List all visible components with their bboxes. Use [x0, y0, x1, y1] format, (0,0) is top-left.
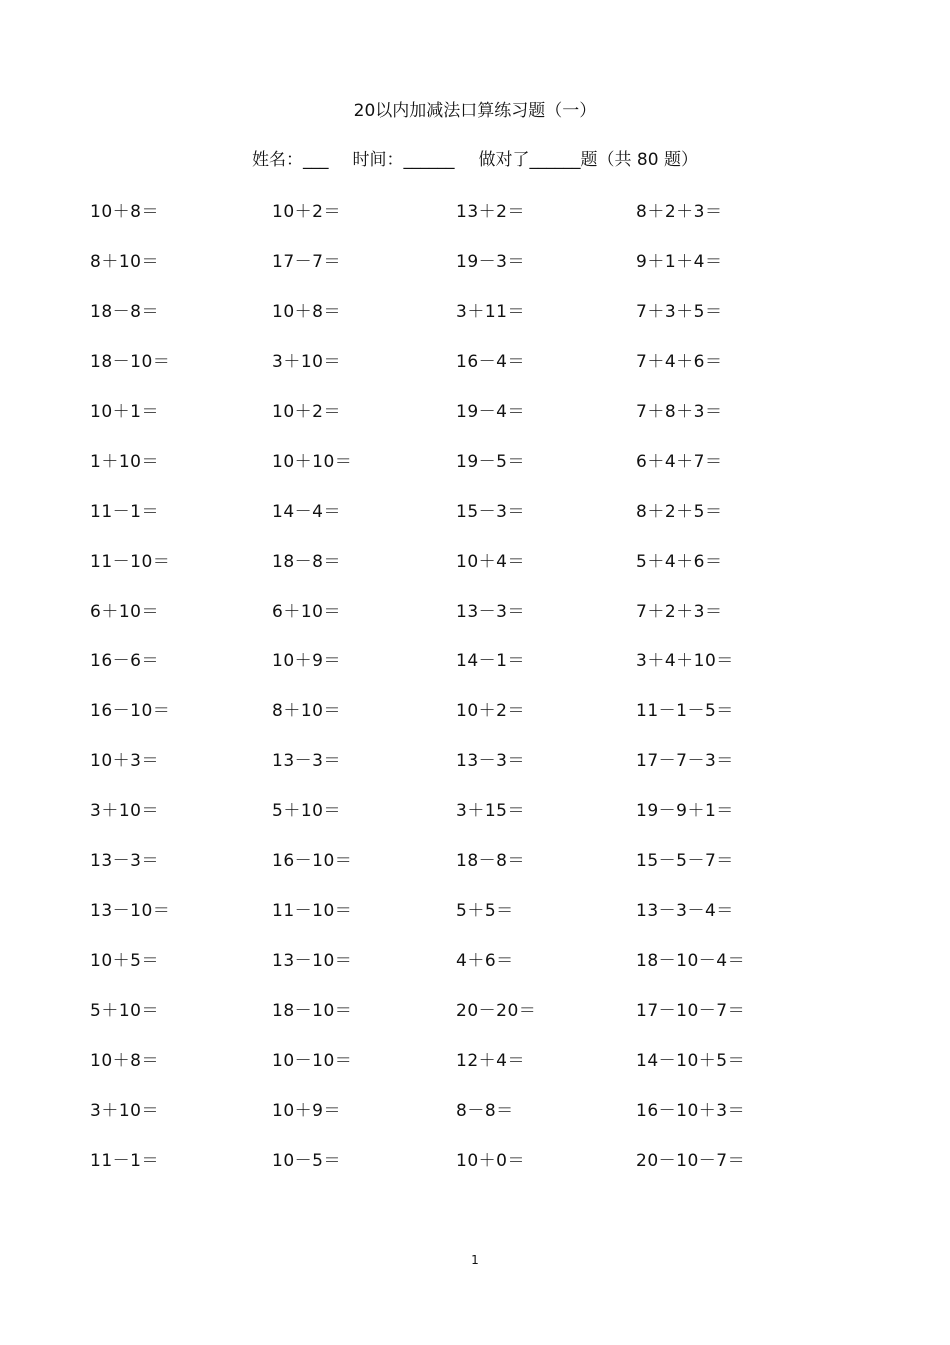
- arithmetic-problem: 10＋1＝: [90, 401, 159, 422]
- arithmetic-problem: 10＋2＝: [272, 401, 341, 422]
- arithmetic-problem: 3＋10＝: [90, 1100, 159, 1121]
- name-label: 姓名：: [252, 150, 304, 170]
- arithmetic-problem: 10＋8＝: [272, 301, 341, 322]
- arithmetic-problem: 10＋9＝: [272, 651, 341, 672]
- arithmetic-problem: 13－3＝: [456, 751, 525, 772]
- arithmetic-problem: 3＋11＝: [456, 301, 525, 322]
- arithmetic-problem: 10＋2＝: [272, 202, 341, 222]
- name-blank: ___: [303, 150, 329, 170]
- problem-row: [90, 849, 850, 899]
- arithmetic-problem: 5＋10＝: [272, 801, 341, 822]
- problem-row: [90, 749, 850, 799]
- arithmetic-problem: 10＋5＝: [90, 951, 159, 972]
- arithmetic-problem: 18－8＝: [456, 851, 525, 872]
- worksheet-title: 20以内加减法口算练习题（一）: [353, 101, 597, 121]
- arithmetic-problem: 13－3＝: [456, 601, 525, 622]
- arithmetic-problem: 1＋10＝: [90, 451, 159, 472]
- problem-row: [90, 699, 850, 749]
- correct-blank: ______: [529, 150, 581, 170]
- arithmetic-problem: 18－8＝: [272, 551, 341, 572]
- student-info-line: [0, 148, 950, 172]
- arithmetic-problem: 6＋10＝: [90, 601, 159, 622]
- arithmetic-problem: 11－1－5＝: [636, 701, 734, 722]
- arithmetic-problem: 10＋8＝: [90, 1050, 159, 1071]
- arithmetic-problem: 10＋9＝: [272, 1100, 341, 1121]
- arithmetic-problem: 8＋10＝: [90, 251, 159, 272]
- arithmetic-problem: 11－10＝: [272, 901, 353, 922]
- arithmetic-problem: 11－10＝: [90, 551, 171, 572]
- arithmetic-problem: 3＋10＝: [272, 351, 341, 372]
- problem-row: [90, 200, 850, 250]
- arithmetic-problem: 3＋10＝: [90, 801, 159, 822]
- arithmetic-problem: 8＋2＋3＝: [636, 202, 723, 222]
- arithmetic-problem: 7＋2＋3＝: [636, 601, 723, 622]
- arithmetic-problem: 17－7＝: [272, 251, 341, 272]
- arithmetic-problem: 3＋15＝: [456, 801, 525, 822]
- arithmetic-problem: 7＋4＋6＝: [636, 351, 723, 372]
- arithmetic-problem: 6＋10＝: [272, 601, 341, 622]
- arithmetic-problem: 16－10＝: [272, 851, 353, 872]
- problem-row: [90, 949, 850, 999]
- arithmetic-problem: 14－4＝: [272, 501, 341, 522]
- arithmetic-problem: 18－10－4＝: [636, 951, 746, 972]
- problem-row: [90, 300, 850, 350]
- total-count-text: 题（共 80 题）: [580, 150, 698, 170]
- arithmetic-problem: 17－7－3＝: [636, 751, 734, 772]
- arithmetic-problem: 16－10＝: [90, 701, 171, 722]
- arithmetic-problem: 19－5＝: [456, 451, 525, 472]
- arithmetic-problem: 13－3＝: [90, 851, 159, 872]
- arithmetic-problem: 10＋8＝: [90, 202, 159, 222]
- arithmetic-problem: 7＋3＋5＝: [636, 301, 723, 322]
- arithmetic-problem: 14－10＋5＝: [636, 1050, 746, 1071]
- arithmetic-problem: 10－10＝: [272, 1050, 353, 1071]
- arithmetic-problem: 9＋1＋4＝: [636, 251, 723, 272]
- arithmetic-problem: 4＋6＝: [456, 951, 514, 972]
- arithmetic-problem: 7＋8＋3＝: [636, 401, 723, 422]
- arithmetic-problem: 11－1＝: [90, 1150, 159, 1171]
- problem-row: [90, 400, 850, 450]
- arithmetic-problem: 8＋2＋5＝: [636, 501, 723, 522]
- problem-row: [90, 500, 850, 550]
- problem-row: [90, 1099, 850, 1149]
- arithmetic-problem: 14－1＝: [456, 651, 525, 672]
- arithmetic-problem: 6＋4＋7＝: [636, 451, 723, 472]
- problem-grid: [90, 200, 850, 1199]
- arithmetic-problem: 10＋4＝: [456, 551, 525, 572]
- problem-row: [90, 649, 850, 699]
- time-label: 时间：: [352, 150, 404, 170]
- problem-row: [90, 350, 850, 400]
- arithmetic-problem: 5＋5＝: [456, 901, 514, 922]
- problem-row: [90, 450, 850, 500]
- arithmetic-problem: 20－20＝: [456, 1001, 537, 1021]
- arithmetic-problem: 18－10＝: [272, 1001, 353, 1021]
- arithmetic-problem: 10＋3＝: [90, 751, 159, 772]
- arithmetic-problem: 13－3－4＝: [636, 901, 734, 922]
- arithmetic-problem: 10＋0＝: [456, 1150, 525, 1171]
- arithmetic-problem: 18－8＝: [90, 301, 159, 322]
- arithmetic-problem: 16－4＝: [456, 351, 525, 372]
- arithmetic-problem: 11－1＝: [90, 501, 159, 522]
- arithmetic-problem: 19－4＝: [456, 401, 525, 422]
- problem-row: [90, 600, 850, 650]
- arithmetic-problem: 15－5－7＝: [636, 851, 734, 872]
- arithmetic-problem: 10＋2＝: [456, 701, 525, 722]
- arithmetic-problem: 15－3＝: [456, 501, 525, 522]
- arithmetic-problem: 20－10－7＝: [636, 1150, 746, 1171]
- problem-row: [90, 899, 850, 949]
- page-number: 1: [471, 1253, 479, 1267]
- arithmetic-problem: 16－6＝: [90, 651, 159, 672]
- arithmetic-problem: 3＋4＋10＝: [636, 651, 734, 672]
- time-blank: ______: [403, 150, 455, 170]
- problem-row: [90, 250, 850, 300]
- arithmetic-problem: 13＋2＝: [456, 202, 525, 222]
- arithmetic-problem: 19－3＝: [456, 251, 525, 272]
- arithmetic-problem: 13－3＝: [272, 751, 341, 772]
- problem-row: [90, 1049, 850, 1099]
- arithmetic-problem: 13－10＝: [90, 901, 171, 922]
- arithmetic-problem: 10－5＝: [272, 1150, 341, 1171]
- problem-row: [90, 550, 850, 600]
- arithmetic-problem: 10＋10＝: [272, 451, 353, 472]
- arithmetic-problem: 17－10－7＝: [636, 1001, 746, 1021]
- arithmetic-problem: 8＋10＝: [272, 701, 341, 722]
- arithmetic-problem: 16－10＋3＝: [636, 1100, 746, 1121]
- arithmetic-problem: 18－10＝: [90, 351, 171, 372]
- problem-row: [90, 999, 850, 1049]
- arithmetic-problem: 8－8＝: [456, 1100, 514, 1121]
- arithmetic-problem: 12＋4＝: [456, 1050, 525, 1071]
- arithmetic-problem: 13－10＝: [272, 951, 353, 972]
- arithmetic-problem: 5＋10＝: [90, 1001, 159, 1021]
- problem-row: [90, 799, 850, 849]
- arithmetic-problem: 19－9＋1＝: [636, 801, 734, 822]
- correct-label: 做对了: [478, 150, 530, 170]
- problem-row: [90, 1149, 850, 1199]
- arithmetic-problem: 5＋4＋6＝: [636, 551, 723, 572]
